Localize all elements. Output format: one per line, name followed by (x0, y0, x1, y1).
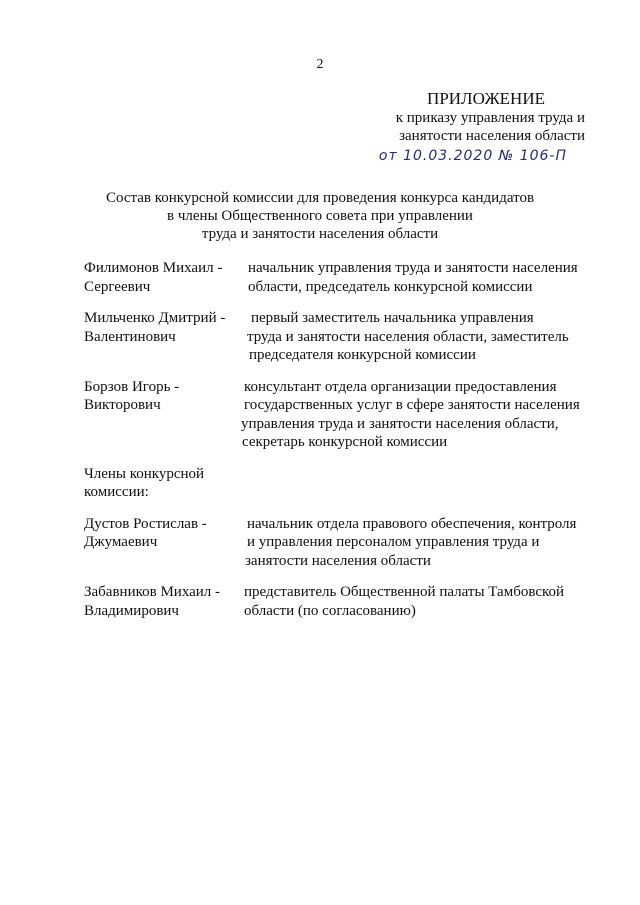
member-name-line: Дустов Ростислав - (84, 515, 207, 532)
appendix-header (379, 89, 585, 165)
handwritten-date-number: от 10.03.2020 № 106-П (378, 148, 567, 164)
members-heading-line: Члены конкурсной (84, 465, 205, 482)
member-role-line: консультант отдела организации предоставления (244, 378, 557, 395)
member-role-line: начальник отдела правового обеспечения, контроля (247, 515, 577, 532)
member-name (84, 309, 244, 365)
member-row (84, 309, 604, 365)
appendix-title: ПРИЛОЖЕНИЕ (427, 89, 545, 108)
members-section-heading (84, 465, 604, 502)
member-role-line: государственных услуг в сфере занятости населения (244, 397, 580, 413)
member-row (84, 378, 604, 452)
member-name-line: Забавников Михаил - (84, 584, 221, 600)
member-role-line: области (по согласованию) (244, 602, 416, 619)
member-name-line: Джумаевич (84, 534, 158, 550)
member-name (84, 465, 244, 502)
members-heading-line: комиссии: (84, 484, 149, 500)
member-name-line: Сергеевич (84, 278, 151, 295)
appendix-department-line: занятости населения области (399, 128, 585, 144)
member-role-line: председателя конкурсной комиссии (249, 347, 476, 363)
member-role (244, 309, 604, 365)
member-name (84, 515, 244, 571)
member-name (84, 583, 244, 620)
member-role (241, 378, 604, 452)
member-name (84, 378, 244, 452)
member-role-line: занятости населения области (245, 552, 431, 569)
member-name-line: Владимирович (84, 602, 179, 619)
appendix-order-line: к приказу управления труда и (395, 110, 585, 126)
document-title-line: труда и занятости населения области (201, 226, 439, 242)
member-name-line: Викторович (84, 397, 161, 413)
member-role (244, 259, 604, 296)
member-role-line: и управления персоналом управления труда и (247, 534, 540, 550)
document-title (0, 189, 640, 243)
commission-members-list (84, 259, 604, 620)
document-title-line: в члены Общественного совета при управлении (167, 208, 473, 224)
member-row (84, 259, 604, 296)
member-role (244, 515, 604, 571)
page-number: 2 (316, 57, 324, 72)
member-row (84, 515, 604, 571)
document-title-line: Состав конкурсной комиссии для проведения конкурса кандидатов (105, 190, 535, 206)
member-role-line: области, председатель конкурсной комиссии (248, 278, 533, 295)
member-name-line: Борзов Игорь - (84, 378, 180, 395)
member-role-line: представитель Общественной палаты Тамбовской (244, 584, 565, 600)
member-role-line: управления труда и занятости населения области, (241, 415, 559, 432)
member-row (84, 583, 604, 620)
member-role-line: первый заместитель начальника управления (251, 310, 534, 326)
member-name-line: Филимонов Михаил - (84, 260, 223, 276)
member-name (84, 259, 244, 296)
member-role-line: труда и занятости населения области, заместитель (247, 328, 569, 345)
member-role (244, 583, 604, 620)
member-role-line: секретарь конкурсной комиссии (242, 434, 448, 450)
member-name-line: Мильченко Дмитрий - (84, 310, 226, 326)
member-name-line: Валентинович (84, 328, 176, 345)
member-role-line: начальник управления труда и занятости населения (248, 260, 578, 276)
